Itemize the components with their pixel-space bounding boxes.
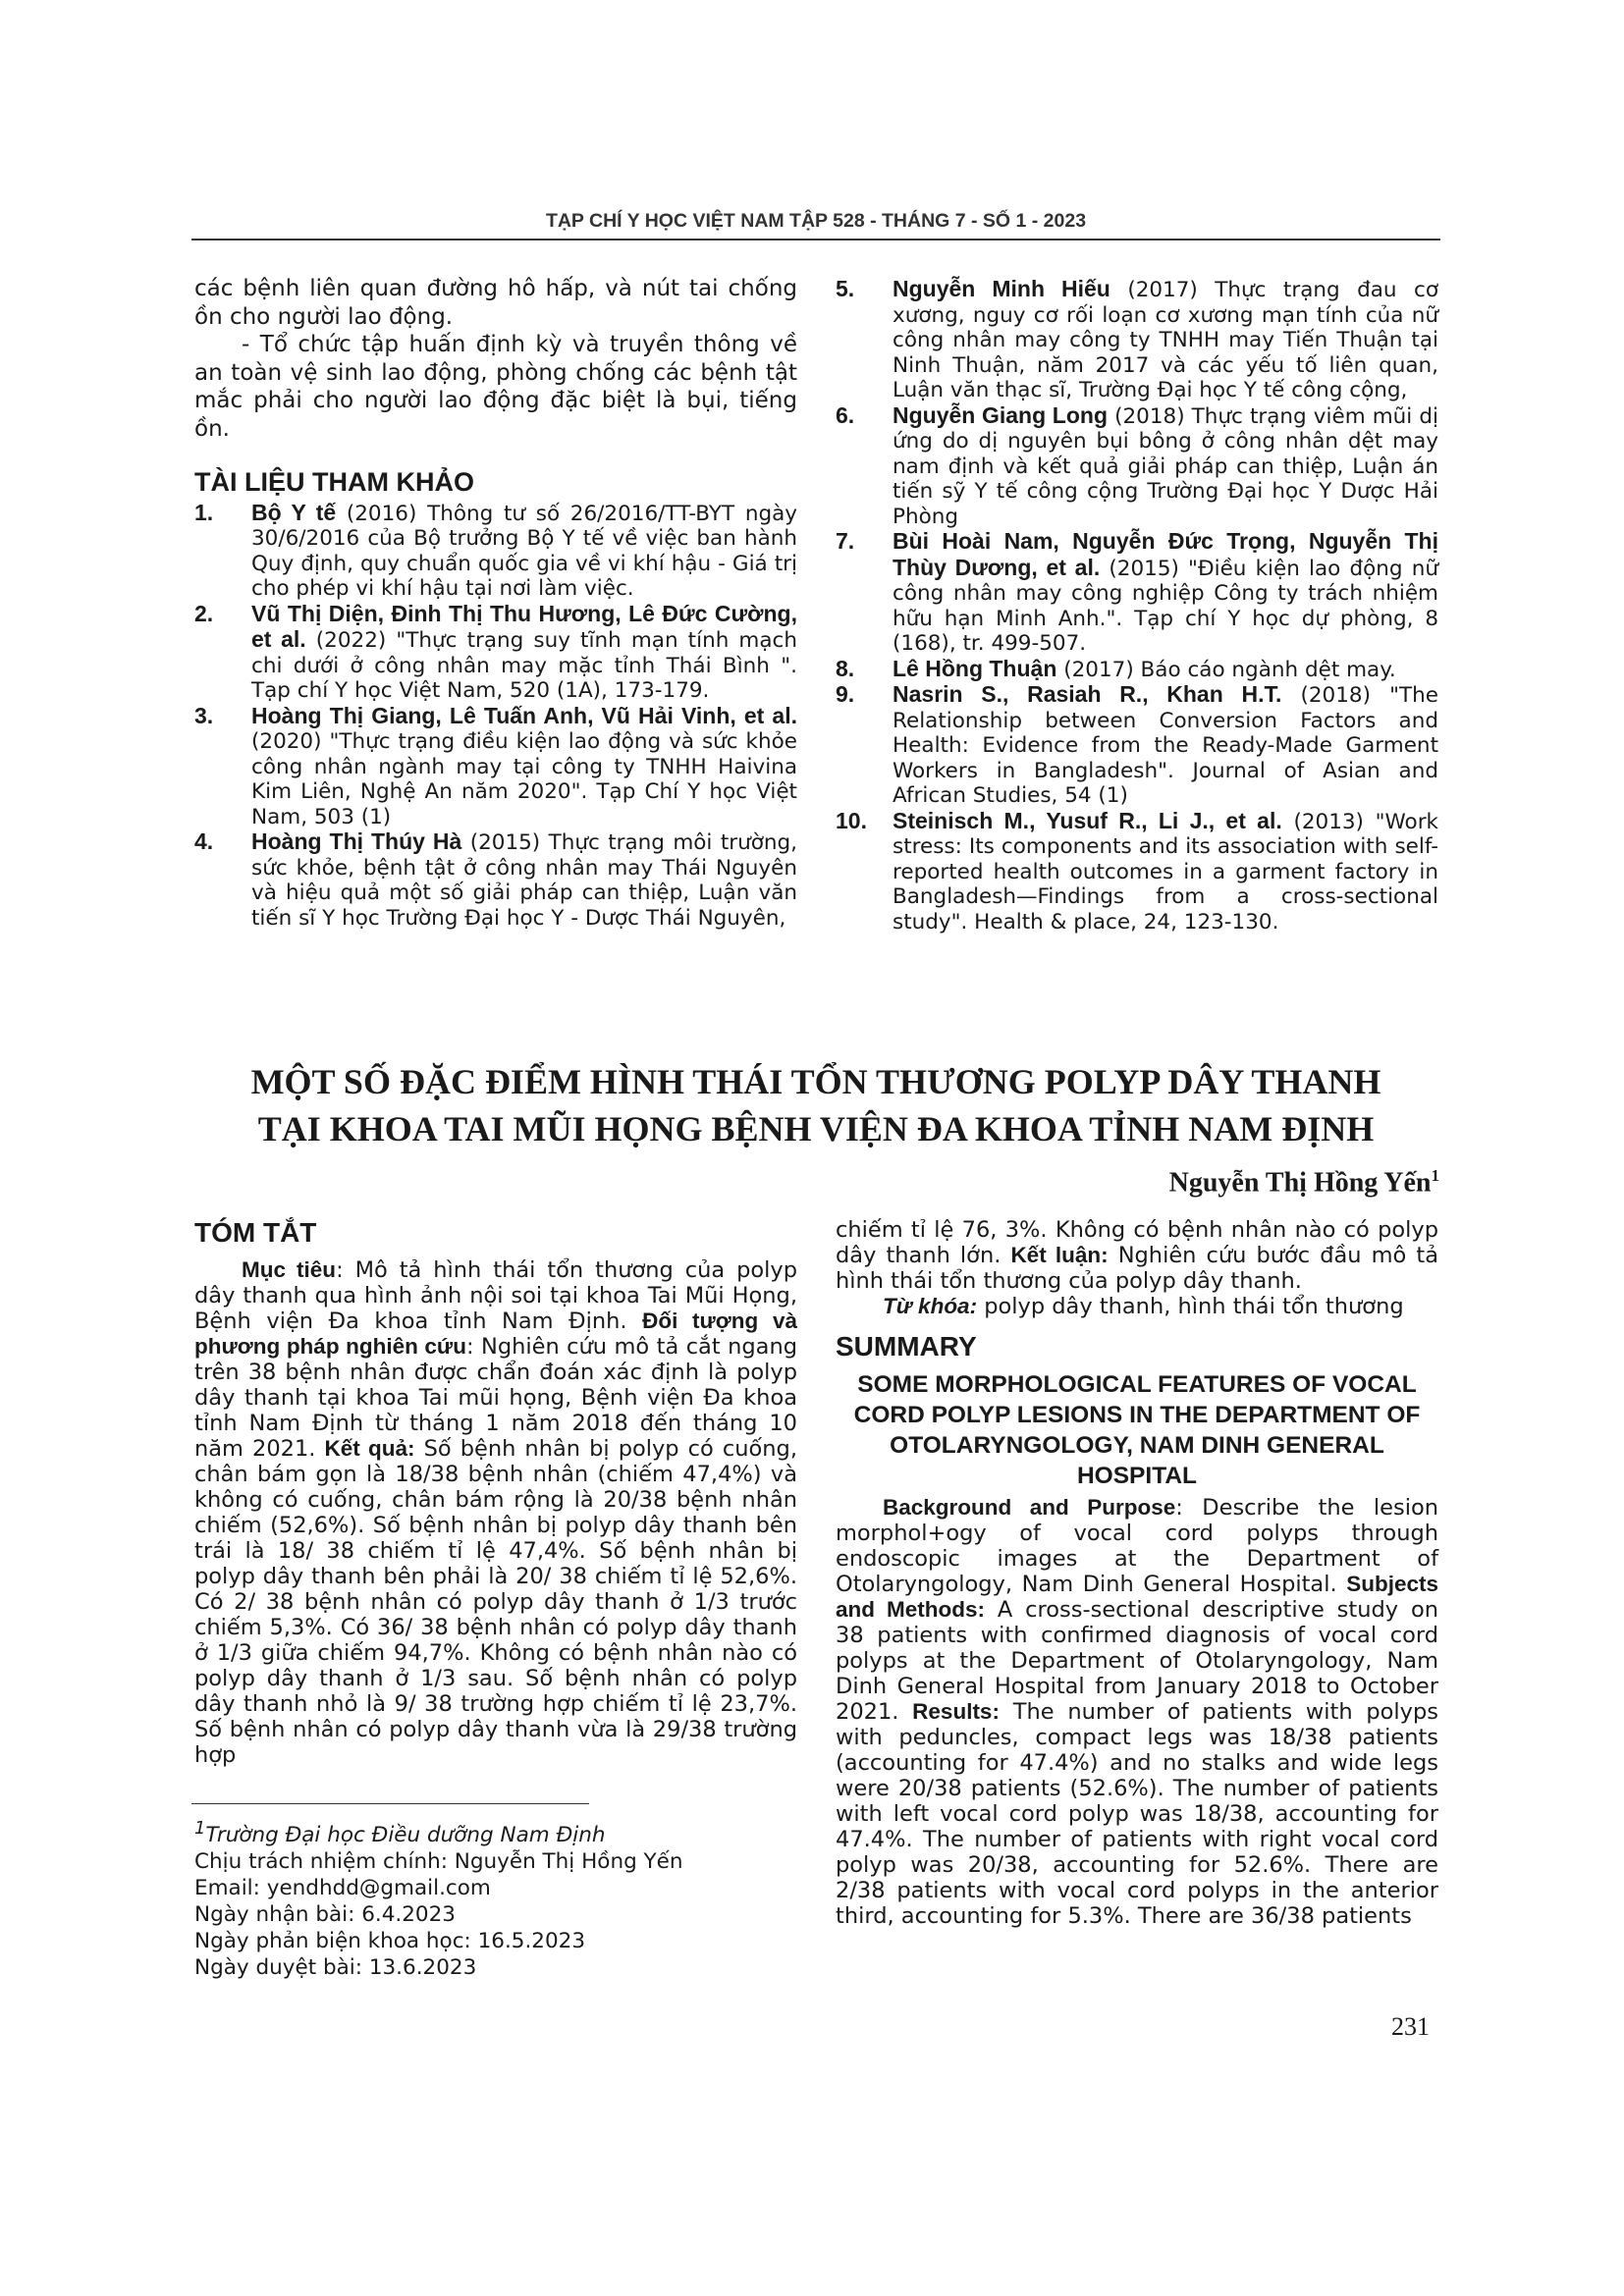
reference-item: 9. Nasrin S., Rasiah R., Khan H.T. (2018) "The Relationship between Conversion Factors and Health: Evidence from the Ready-Made Garment Workers in Bangladesh". Journal of Asian and African Studies, 54 (1)	[836, 681, 1438, 808]
tomtat-title: TÓM TẮT	[194, 1217, 317, 1248]
reference-item: 3. Hoàng Thị Giang, Lê Tuấn Anh, Vũ Hải Vinh, et al. (2020) "Thực trạng điều kiện lao động và sức khỏe công nhân ngành may tại công ty TNHH Haivina Kim Liên, Nghệ An năm 2020". Tạp Chí Y học Việt Nam, 503 (1)	[194, 702, 797, 829]
summary-english-title: SOME MORPHOLOGICAL FEATURES OF VOCAL CORD POLYP LESIONS IN THE DEPARTMENT OF OTOLARYNGOLOGY, NAM DINH GENERAL HOSPITAL	[853, 1370, 1421, 1489]
footnotes	[194, 1815, 683, 1981]
references-title: TÀI LIỆU THAM KHẢO	[194, 467, 474, 497]
article-title-line: TẠI KHOA TAI MŨI HỌNG BỆNH VIỆN ĐA KHOA TỈNH NAM ĐỊNH	[257, 1109, 1375, 1148]
tomtat-continuation: chiếm tỉ lệ 76, 3%. Không có bệnh nhân nào có polyp dây thanh lớn. Kết luận: Nghiên cứu bước đầu mô tả hình thái tổn thương của polyp dây thanh.	[836, 1217, 1438, 1294]
reference-item: 5. Nguyễn Minh Hiếu (2017) Thực trạng đau cơ xương, nguy cơ rối loạn cơ xương mạn tính của nữ công nhân may công ty TNHH may Tiến Thuận tại Ninh Thuận, năm 2017 và các yếu tố liên quan, Luận văn thạc sĩ, Trường Đại học Y tế công cộng,	[836, 276, 1438, 402]
footnote-affiliation: $^1$Trường Đại học Điều dưỡng Nam Định	[194, 1818, 606, 1848]
prev-article-right-column	[836, 277, 1438, 934]
reference-item: 6. Nguyễn Giang Long (2018) Thực trạng viêm mũi dị ứng do dị nguyên bụi bông ở công nhân dệt may nam định và kết quả giải pháp can thiệp, Luận án tiến sỹ Y tế công cộng Trường Đại học Y Dược Hải Phòng	[836, 401, 1438, 529]
reference-item: 4. Hoàng Thị Thúy Hà (2015) Thực trạng môi trường, sức khỏe, bệnh tật ở công nhân may Thái Nguyên và hiệu quả một số giải pháp can thiệp, Luận văn tiến sĩ Y học Trường Đại học Y - Dược Thái Nguyên,	[194, 828, 797, 931]
page-number: 231	[1391, 2012, 1430, 2041]
abstract-left-column	[194, 1219, 797, 1768]
keywords: Từ khóa: polyp dây thanh, hình thái tổn thương	[883, 1294, 1404, 1319]
article-title	[191, 1058, 1440, 1152]
reference-item: 8. Lê Hồng Thuận (2017) Báo cáo ngành dệt may.	[836, 655, 1396, 682]
footnote-received: Ngày nhận bài: 6.4.2023	[194, 1902, 456, 1928]
reference-item: 1. Bộ Y tế (2016) Thông tư số 26/2016/TT-BYT ngày 30/6/2016 của Bộ trưởng Bộ Y tế về việc ban hành Quy định, quy chuẩn quốc gia về vi khí hậu - Giá trị cho phép vi khí hậu tại nơi làm việc.	[194, 499, 797, 601]
footnote-email: Email: yendhdd@gmail.com	[194, 1876, 491, 1901]
summary-title: SUMMARY	[836, 1331, 977, 1362]
summary-paragraph: Background and Purpose: Describe the lesion morphol+ogy of vocal cord polyps through endoscopic images at the Department of Otolaryngology, Nam Dinh General Hospital. Subjects and Methods: A cross-sectional descriptive study on 38 patients with confirmed diagnosis of vocal cord polyps at the Department of Otolaryngology, Nam Dinh General Hospital from January 2018 to October 2021. Results: The number of patients with polyps with peduncles, compact legs was 18/38 patients (accounting for 47.4%) and no stalks and wide legs were 20/38 patients (52.6%). The number of patients with left vocal cord polyp was 18/38, accounting for 47.4%. The number of patients with right vocal cord polyp was 20/38, accounting for 52.6%. There are 2/38 patients with vocal cord polyps in the anterior third, accounting for 5.3%. There are 36/38 patients	[836, 1494, 1438, 1929]
abstract-right-column	[836, 1217, 1438, 1929]
header-rule	[191, 239, 1440, 240]
footnote-rule	[191, 1803, 589, 1804]
article-title-line: MỘT SỐ ĐẶC ĐIỂM HÌNH THÁI TỔN THƯƠNG POLYP DÂY THANH	[250, 1062, 1381, 1101]
footnote-reviewed: Ngày phản biện khoa học: 16.5.2023	[194, 1929, 586, 1954]
author-name: Nguyễn Thị Hồng Yến$^1$	[1168, 1166, 1439, 1199]
prev-article-paragraph: các bệnh liên quan đường hô hấp, và nút tai chống ồn cho người lao động.	[194, 276, 797, 330]
footnote-accepted: Ngày duyệt bài: 13.6.2023	[194, 1955, 477, 1981]
tomtat-paragraph: Mục tiêu: Mô tả hình thái tổn thương của polyp dây thanh qua hình ảnh nội soi tại khoa Tai Mũi Họng, Bệnh viện Đa khoa tỉnh Nam Định. Đối tượng và phương pháp nghiên cứu: Nghiên cứu mô tả cắt ngang trên 38 bệnh nhân được chẩn đoán xác định là polyp dây thanh tại khoa Tai mũi họng, Bệnh viện Đa khoa tỉnh Nam Định từ tháng 1 năm 2018 đến tháng 10 năm 2021. Kết quả: Số bệnh nhân bị polyp có cuống, chân bám gọn là 18/38 bệnh nhân (chiếm 47,4%) và không có cuống, chân bám rộng là 20/38 bệnh nhân chiếm (52,6%). Số bệnh nhân bị polyp dây thanh bên trái là 18/ 38 chiếm tỉ lệ 47,4%. Số bệnh nhân bị polyp dây thanh bên phải là 20/ 38 chiếm tỉ lệ 52,6%. Có 2/ 38 bệnh nhân có polyp dây thanh ở 1/3 trước chiếm 5,3%. Có 36/ 38 bệnh nhân có polyp dây thanh ở 1/3 giữa chiếm 94,7%. Không có bệnh nhân nào có polyp dây thanh ở 1/3 sau. Số bệnh nhân có polyp dây thanh nhỏ là 9/ 38 trường hợp chiếm tỉ lệ 23,7%. Số bệnh nhân có polyp dây thanh vừa là 29/38 trường hợp	[194, 1256, 797, 1768]
reference-item: 7. Bùi Hoài Nam, Nguyễn Đức Trọng, Nguyễn Thị Thùy Dương, et al. (2015) "Điều kiện lao động nữ công nhân may công nghiệp Công ty trách nhiệm hữu hạn Minh Anh.". Tạp chí Y học dự phòng, 8 (168), tr. 499-507.	[836, 528, 1438, 656]
journal-header: TẠP CHÍ Y HỌC VIỆT NAM TẬP 528 - THÁNG 7 - SỐ 1 - 2023	[545, 210, 1087, 232]
footnote-responsible: Chịu trách nhiệm chính: Nguyễn Thị Hồng Yến	[194, 1849, 683, 1875]
reference-item: 10. Steinisch M., Yusuf R., Li J., et al. (2013) "Work stress: Its components and its association with self-reported health outcomes in a garment factory in Bangladesh—Findings from a cross-sectional study". Health & place, 24, 123-130.	[836, 807, 1438, 934]
prev-article-left-column	[194, 275, 797, 931]
prev-article-paragraph: - Tổ chức tập huấn định kỳ và truyền thông về an toàn vệ sinh lao động, phòng chống các bệnh tật mắc phải cho người lao động đặc biệt là bụi, tiếng ồn.	[194, 332, 797, 442]
reference-item: 2. Vũ Thị Diện, Đinh Thị Thu Hương, Lê Đức Cường, et al. (2022) "Thực trạng suy tĩnh mạn tính mạch chi dưới ở công nhân may mặc tỉnh Thái Bình ". Tạp chí Y học Việt Nam, 520 (1A), 173-179.	[194, 600, 797, 703]
